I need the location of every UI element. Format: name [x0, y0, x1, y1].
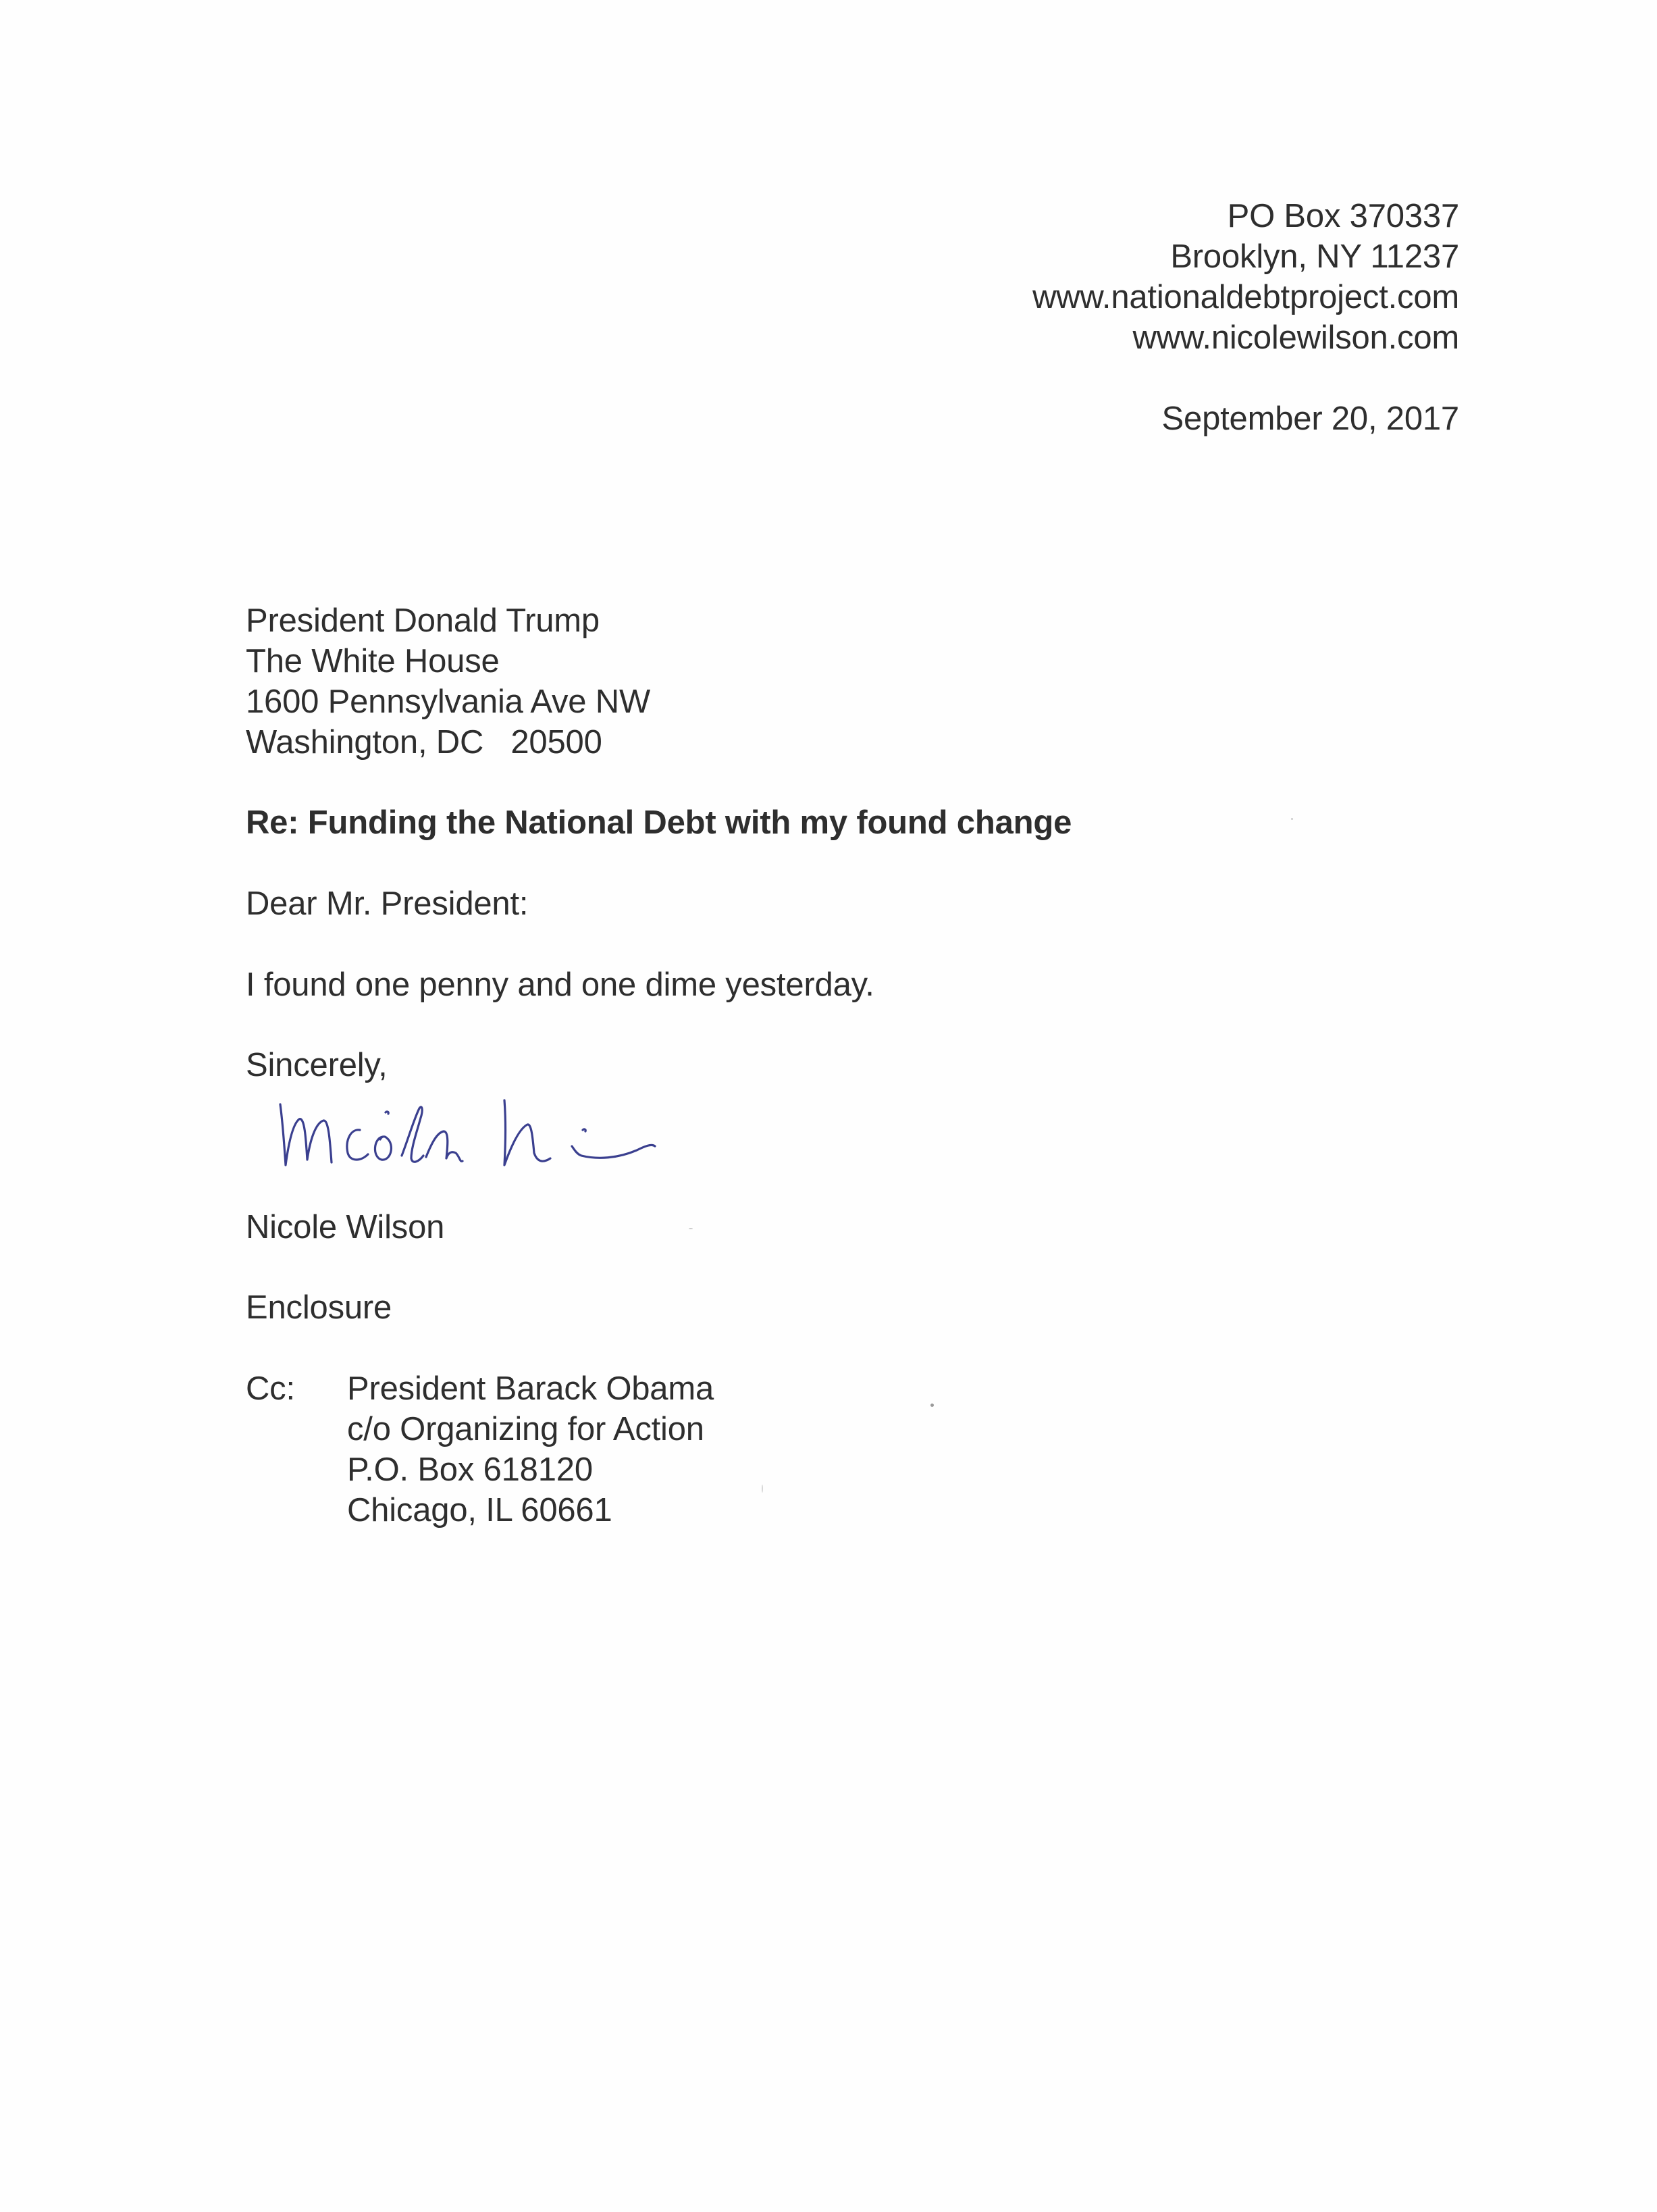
sender-address-line1: PO Box 370337 [1227, 198, 1459, 234]
salutation: Dear Mr. President: [246, 885, 529, 922]
cc-line1: President Barack Obama [347, 1370, 714, 1407]
signer-name: Nicole Wilson [246, 1209, 445, 1245]
handwritten-signature [267, 1071, 658, 1185]
recipient-line3: 1600 Pennsylvania Ave NW [246, 684, 650, 720]
cc-line2: c/o Organizing for Action [347, 1411, 704, 1447]
closing: Sincerely, [246, 1047, 388, 1083]
sender-address-line2: Brooklyn, NY 11237 [1170, 238, 1459, 275]
recipient-line1: President Donald Trump [246, 602, 600, 639]
enclosure-note: Enclosure [246, 1289, 392, 1326]
cc-line3: P.O. Box 618120 [347, 1451, 593, 1488]
letter-date: September 20, 2017 [1161, 401, 1459, 437]
sender-website-1: www.nationaldebtproject.com [1032, 279, 1459, 315]
recipient-line4: Washington, DC 20500 [246, 724, 602, 761]
sender-website-2: www.nicolewilson.com [1132, 319, 1459, 356]
cc-label: Cc: [246, 1370, 295, 1407]
subject-line: Re: Funding the National Debt with my found change [246, 804, 1072, 841]
scan-speck [762, 1485, 763, 1493]
letter-body: I found one penny and one dime yesterday. [246, 967, 874, 1003]
recipient-line2: The White House [246, 643, 500, 679]
scan-speck [1291, 818, 1293, 820]
cc-line4: Chicago, IL 60661 [347, 1492, 612, 1528]
scan-speck [930, 1404, 934, 1407]
scan-speck [689, 1228, 693, 1229]
